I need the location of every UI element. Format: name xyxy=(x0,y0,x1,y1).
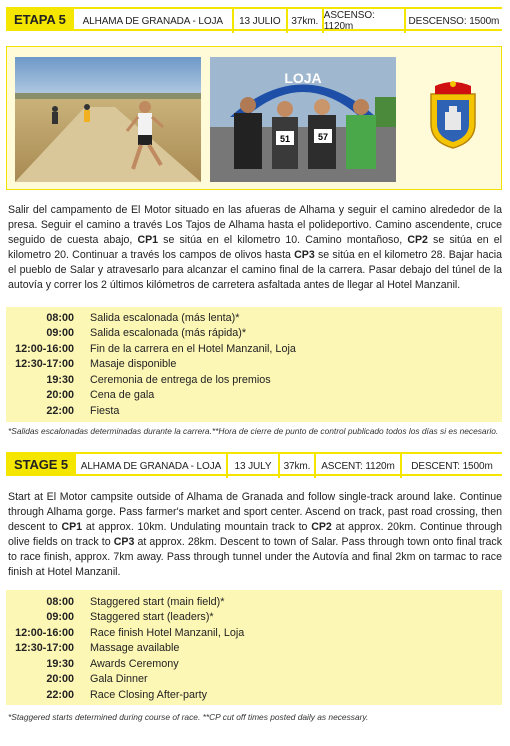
distance-label: 37km. xyxy=(286,9,322,33)
schedule-time: 19:30 xyxy=(46,657,74,670)
schedule-time: 20:00 xyxy=(46,673,74,686)
schedule-event: Cena de gala xyxy=(90,389,155,402)
date-label: 13 JULIO xyxy=(232,9,286,33)
schedule-time: 22:00 xyxy=(46,688,74,701)
schedule-event: Fiesta xyxy=(90,404,120,417)
photo-strip xyxy=(6,46,502,190)
schedule-en xyxy=(6,590,502,705)
schedule-time: 12:00-16:00 xyxy=(15,626,74,639)
schedule-row xyxy=(6,687,502,703)
stage-label: STAGE 5 xyxy=(6,452,76,476)
description-text: at approx. 20km. Continue through olive fields on track to xyxy=(8,521,502,548)
schedule-time: 20:00 xyxy=(46,389,74,402)
checkpoint-label: CP1 xyxy=(61,521,83,533)
route-description-en xyxy=(8,490,502,580)
ascent-label: ASCENT: 1120m xyxy=(314,454,400,478)
schedule-event: Fin de la carrera en el Hotel Manzanil, Loja xyxy=(90,342,296,355)
stage-header-en xyxy=(6,452,502,476)
schedule-row xyxy=(6,656,502,672)
schedule-time: 12:30-17:00 xyxy=(15,358,74,371)
schedule-event: Ceremonia de entrega de los premios xyxy=(90,373,271,386)
route-label: ALHAMA DE GRANADA - LOJA xyxy=(82,15,223,27)
schedule-row xyxy=(6,388,502,404)
description-text: Salir del campamento de El Motor situado en las afueras de Alhama y seguir el camino alrededor de la presa. Seguir el camino a través Los Tajos de Alhama hasta el polideportivo. Camino ascendente, cruce seguido de cuesta abajo, xyxy=(8,204,502,246)
schedule-row xyxy=(6,641,502,657)
schedule-event: Staggered start (main field)* xyxy=(90,595,225,608)
schedule-row xyxy=(6,341,502,357)
schedule-row xyxy=(6,326,502,342)
schedule-time: 08:00 xyxy=(46,311,74,324)
checkpoint-label: CP2 xyxy=(407,234,428,246)
stage-header-es xyxy=(6,7,502,31)
description-text: se sitúa en el kilometro 28. Bajar hacia el pueblo de Salar y atravesarlo para alcanzar el camino final de la carrera. Pasar debajo del túnel de la autovía y correr los 2 últimos kilómetros de carretera asfaltada antes de llegar al Hotel Manzanil. xyxy=(8,249,502,291)
schedule-time: 22:00 xyxy=(46,404,74,417)
schedule-row xyxy=(6,357,502,373)
schedule-event: Salida escalonada (más lenta)* xyxy=(90,311,240,324)
schedule-row xyxy=(6,610,502,626)
schedule-row xyxy=(6,672,502,688)
description-text: Start at El Motor campsite outside of Alhama de Granada and follow single-track around lake. Continue through Alhama gorge. Pass farmer's market and sport center. Ascend on track, past road crossing, then descent to xyxy=(8,491,502,533)
schedule-es xyxy=(6,307,502,422)
schedule-event: Salida escalonada (más rápida)* xyxy=(90,327,247,340)
description-text: at approx. 28km. Descent to town of Salar. Pass through town onto final track to race finish, approx. 7km away. Pass through tunnel under the Autovía and final 2km on tarmac to race finish at Hotel Manzanil. xyxy=(8,536,503,578)
checkpoint-label: CP3 xyxy=(113,536,135,548)
schedule-time: 09:00 xyxy=(46,611,74,624)
description-text: at approx. 10km. Undulating mountain track to xyxy=(82,521,312,533)
route-label: ALHAMA DE GRANADA - LOJA xyxy=(80,460,222,472)
schedule-row xyxy=(6,372,502,388)
schedule-event: Race Closing After-party xyxy=(90,688,208,701)
loja-crest-icon xyxy=(425,80,481,155)
schedule-time: 19:30 xyxy=(46,373,74,386)
schedule-row xyxy=(6,594,502,610)
schedule-time: 08:00 xyxy=(46,595,74,608)
banner-text: LOJA xyxy=(284,70,322,86)
schedule-event: Race finish Hotel Manzanil, Loja xyxy=(90,626,245,639)
descent-label: DESCENSO: 1500m xyxy=(404,9,502,33)
checkpoint-label: CP2 xyxy=(311,521,332,533)
schedule-event: Massage available xyxy=(90,642,180,655)
schedule-event: Masaje disponible xyxy=(90,358,177,371)
runners-photo xyxy=(15,57,201,182)
schedule-time: 12:30-17:00 xyxy=(15,642,74,655)
schedule-row xyxy=(6,310,502,326)
route-description-es xyxy=(8,203,502,293)
bib-number: 57 xyxy=(317,132,329,142)
checkpoint-label: CP3 xyxy=(294,249,315,261)
checkpoint-label: CP1 xyxy=(137,234,159,246)
schedule-event: Staggered start (leaders)* xyxy=(90,611,214,624)
bib-number: 51 xyxy=(279,134,291,144)
footnote-es: *Salidas escalonadas determinadas durante la carrera.**Hora de cierre de punto de control publicado todos los días si es necesario. xyxy=(8,426,499,436)
schedule-row xyxy=(6,625,502,641)
schedule-event: Gala Dinner xyxy=(90,673,148,686)
schedule-event: Awards Ceremony xyxy=(90,657,179,670)
schedule-time: 09:00 xyxy=(46,327,74,340)
footnote-en: *Staggered starts determined during course of race. **CP cut off times posted daily as necessary. xyxy=(8,712,369,722)
stage-label: ETAPA 5 xyxy=(6,7,74,31)
date-label: 13 JULY xyxy=(226,454,278,478)
description-text: se sitúa en el kilometro 10. Camino montañoso, xyxy=(158,234,408,246)
finish-line-photo xyxy=(210,57,396,182)
description-text: se sitúa en el kilometro 20. Continuar a través los campos de olivos hasta xyxy=(8,234,502,261)
descent-label: DESCENT: 1500m xyxy=(400,454,502,478)
distance-label: 37km. xyxy=(278,454,314,478)
ascent-label: ASCENSO: 1120m xyxy=(322,9,404,33)
schedule-row xyxy=(6,403,502,419)
schedule-time: 12:00-16:00 xyxy=(15,342,74,355)
